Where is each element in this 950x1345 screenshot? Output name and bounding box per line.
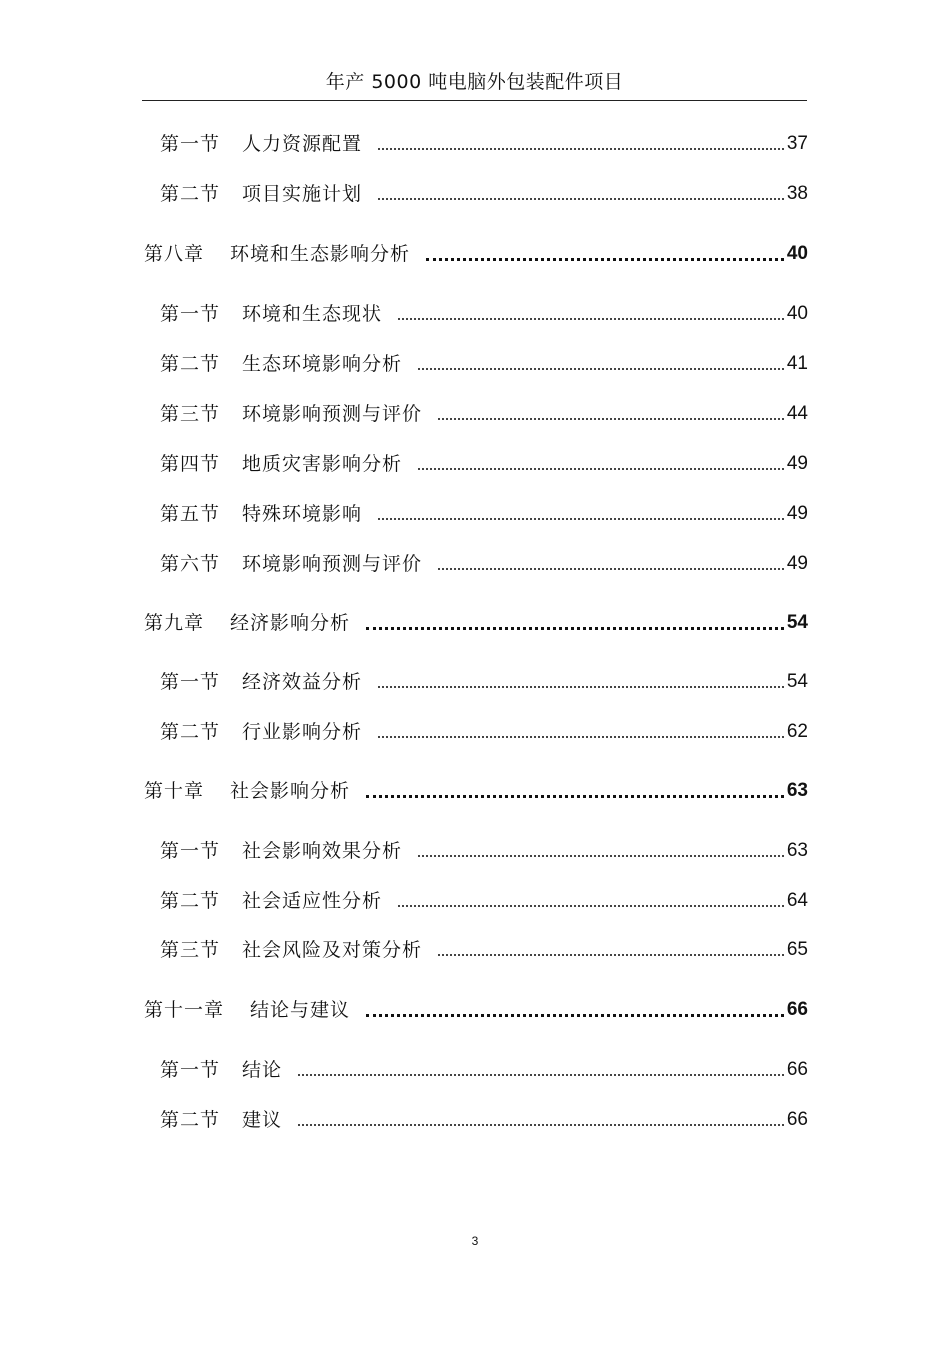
toc-dot-leader <box>418 855 784 857</box>
toc-entry-title: 建议 <box>242 1109 283 1131</box>
toc-entry-title: 环境和生态现状 <box>242 303 383 325</box>
page-number: 3 <box>471 1234 479 1248</box>
toc-entry-title: 行业影响分析 <box>242 721 363 743</box>
toc-entry-number: 第五节 <box>160 503 221 525</box>
toc-entry-title: 生态环境影响分析 <box>242 353 403 375</box>
toc-entry-page: 49 <box>786 503 808 524</box>
toc-entry-number: 第一节 <box>160 671 221 693</box>
toc-entry-title: 地质灾害影响分析 <box>242 453 403 475</box>
toc-entry-title: 经济效益分析 <box>242 671 363 693</box>
toc-entry-title: 特殊环境影响 <box>242 503 363 525</box>
toc-entry-number: 第二节 <box>160 353 221 375</box>
toc-dot-leader <box>378 198 784 200</box>
toc-entry-title: 环境影响预测与评价 <box>242 403 423 425</box>
toc-entry-page: 49 <box>786 453 808 474</box>
toc-chapter-title: 结论与建议 <box>250 999 351 1021</box>
toc-entry-page: 63 <box>786 840 808 861</box>
toc-entry-title: 环境影响预测与评价 <box>242 553 423 575</box>
toc-entry-number: 第六节 <box>160 553 221 575</box>
toc-entry-page: 44 <box>786 403 808 424</box>
toc-dot-leader <box>426 258 784 261</box>
toc-dot-leader <box>438 568 784 570</box>
toc-entry[interactable] <box>160 883 808 913</box>
toc-dot-leader <box>366 627 784 630</box>
toc-entry-number: 第一节 <box>160 303 221 325</box>
toc-entry-page: 66 <box>786 1109 808 1130</box>
toc-chapter-number: 第十章 <box>144 780 205 802</box>
toc-chapter-page: 66 <box>786 999 808 1020</box>
toc-entry-number: 第三节 <box>160 403 221 425</box>
toc-chapter-title: 环境和生态影响分析 <box>230 243 411 265</box>
toc-entry[interactable] <box>160 833 808 863</box>
toc-entry-number: 第二节 <box>160 721 221 743</box>
toc-chapter-title: 经济影响分析 <box>230 612 351 634</box>
toc-entry-page: 40 <box>786 303 808 324</box>
toc-entry-number: 第一节 <box>160 840 221 862</box>
toc-chapter-page: 63 <box>786 780 808 801</box>
toc-entry-page: 66 <box>786 1059 808 1080</box>
toc-dot-leader <box>378 686 784 688</box>
toc-entry[interactable] <box>160 546 808 576</box>
toc-entry-title: 社会适应性分析 <box>242 890 383 912</box>
toc-dot-leader <box>378 148 784 150</box>
toc-dot-leader <box>398 905 784 907</box>
toc-dot-leader <box>298 1124 784 1126</box>
toc-dot-leader <box>298 1074 784 1076</box>
toc-chapter-page: 40 <box>786 243 808 264</box>
toc-entry-number: 第三节 <box>160 939 221 961</box>
toc-dot-leader <box>438 954 784 956</box>
toc-entry[interactable] <box>160 932 808 962</box>
toc-dot-leader <box>418 468 784 470</box>
toc-entry-page: 38 <box>786 183 808 204</box>
toc-chapter-title: 社会影响分析 <box>230 780 351 802</box>
toc-entry-title: 社会影响效果分析 <box>242 840 403 862</box>
toc-entry-title: 社会风险及对策分析 <box>242 939 423 961</box>
toc-entry-page: 64 <box>786 890 808 911</box>
toc-entry[interactable] <box>160 176 808 206</box>
toc-entry-page: 49 <box>786 553 808 574</box>
toc-entry-number: 第四节 <box>160 453 221 475</box>
toc-entry[interactable] <box>160 1052 808 1082</box>
toc-entry[interactable] <box>160 1102 808 1132</box>
toc-chapter-entry[interactable] <box>144 236 808 266</box>
toc-chapter-entry[interactable] <box>144 605 808 635</box>
toc-entry-number: 第一节 <box>160 1059 221 1081</box>
toc-entry[interactable] <box>160 346 808 376</box>
toc-entry-page: 65 <box>786 939 808 960</box>
toc-entry-title: 项目实施计划 <box>242 183 363 205</box>
toc-chapter-entry[interactable] <box>144 992 808 1022</box>
toc-entry[interactable] <box>160 446 808 476</box>
toc-entry-page: 37 <box>786 133 808 154</box>
toc-chapter-number: 第九章 <box>144 612 205 634</box>
toc-entry[interactable] <box>160 496 808 526</box>
page-header-title: 年产 5000 吨电脑外包装配件项目 <box>325 71 624 93</box>
toc-entry-page: 54 <box>786 671 808 692</box>
toc-entry[interactable] <box>160 296 808 326</box>
toc-entry-number: 第一节 <box>160 133 221 155</box>
toc-entry-number: 第二节 <box>160 1109 221 1131</box>
toc-entry-title: 人力资源配置 <box>242 133 363 155</box>
toc-entry-title: 结论 <box>242 1059 283 1081</box>
toc-dot-leader <box>378 736 784 738</box>
toc-dot-leader <box>398 318 784 320</box>
toc-chapter-number: 第十一章 <box>144 999 225 1021</box>
toc-entry[interactable] <box>160 396 808 426</box>
toc-entry[interactable] <box>160 714 808 744</box>
toc-entry-number: 第二节 <box>160 890 221 912</box>
toc-entry-page: 41 <box>786 353 808 374</box>
toc-entry[interactable] <box>160 126 808 156</box>
toc-entry-number: 第二节 <box>160 183 221 205</box>
toc-dot-leader <box>438 418 784 420</box>
toc-chapter-entry[interactable] <box>144 773 808 803</box>
toc-chapter-number: 第八章 <box>144 243 205 265</box>
toc-dot-leader <box>378 518 784 520</box>
toc-dot-leader <box>418 368 784 370</box>
toc-chapter-page: 54 <box>786 612 808 633</box>
toc-entry[interactable] <box>160 664 808 694</box>
toc-dot-leader <box>366 795 784 798</box>
toc-entry-page: 62 <box>786 721 808 742</box>
toc-dot-leader <box>366 1014 784 1017</box>
